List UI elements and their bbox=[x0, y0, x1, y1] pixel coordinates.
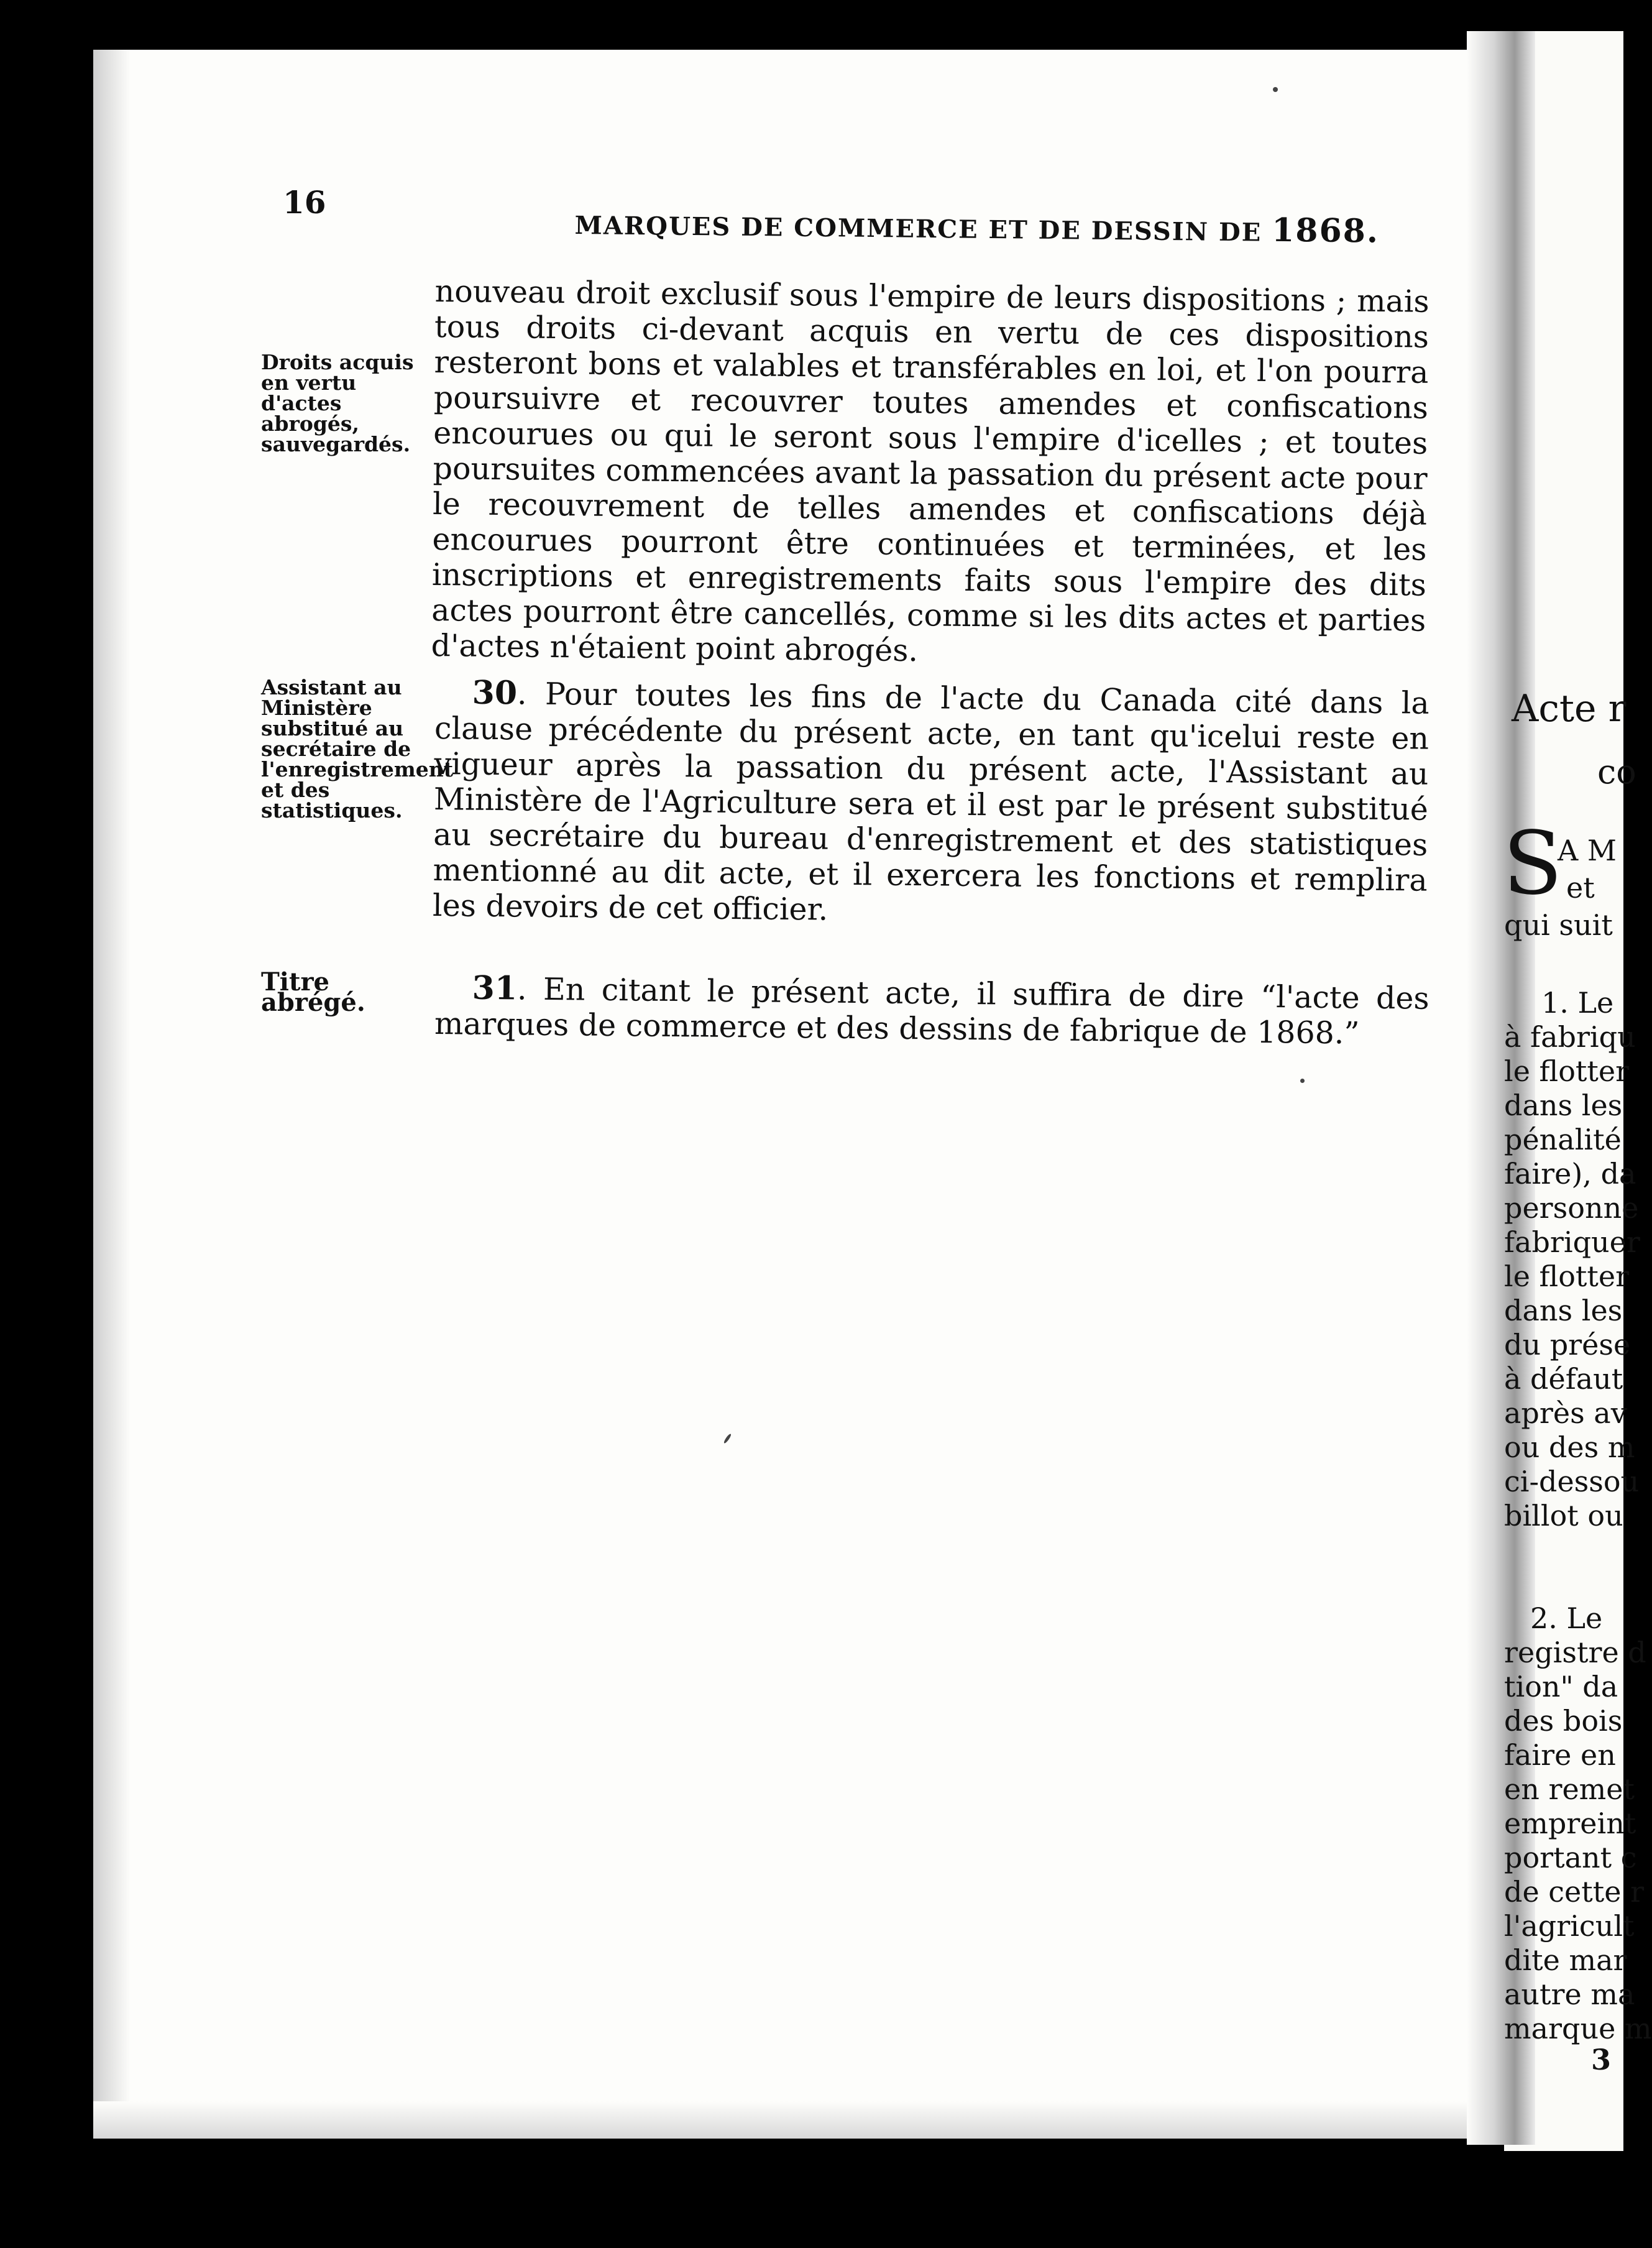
right-page-line: pénalité bbox=[1504, 1123, 1622, 1156]
right-page-line: dite mar bbox=[1504, 1943, 1627, 1977]
right-page-line: qui suit bbox=[1504, 908, 1613, 942]
right-page-line: ou des m bbox=[1504, 1430, 1635, 1464]
margin-note-rights: Droits acquis en vertu d'actes abrogés, sauvegardés. bbox=[261, 350, 414, 456]
right-page-line: tion" da bbox=[1504, 1670, 1618, 1703]
right-page-line: autre ma bbox=[1504, 1978, 1635, 2011]
margin-note-title: Titre abrégé. bbox=[261, 967, 365, 1017]
right-page-line: 1. Le bbox=[1541, 986, 1614, 1020]
right-page-line: empreint bbox=[1504, 1807, 1636, 1840]
margin-note-assistant: Assistant au Ministère substitué au secrétaire de l'enregistrement et des statistiques. bbox=[261, 675, 453, 822]
right-page-subtitle: co bbox=[1597, 752, 1636, 791]
right-page-line: de cette r bbox=[1504, 1875, 1645, 1909]
right-page-line: fabriquer bbox=[1504, 1225, 1640, 1259]
right-page-line: portant c bbox=[1504, 1841, 1637, 1874]
right-page-drop-cap: S bbox=[1503, 813, 1563, 914]
paragraph-text: . Pour toutes les fins de l'acte du Canada cité dans la clause précédente du présent acte, en tant qu'icelui reste en vigueur après la passation du présent acte, l'Assistant au Ministère de l'Agriculture sera et il est par le présent substitué au secrétaire du bureau d'enregistrement et des statistiques mentionné au dit acte, et il exercera les fonctions et remplira les devoirs de cet officier. bbox=[432, 676, 1429, 928]
right-page-line: en remet bbox=[1504, 1772, 1635, 1806]
right-page-line: ci-dessou bbox=[1504, 1465, 1640, 1498]
paragraph-31 bbox=[434, 970, 1429, 1052]
right-page-line: et bbox=[1566, 871, 1595, 905]
paragraph-text: . En citant le présent acte, il suffira de dire “l'acte des marques de commerce et des dessins de fabrique de 1868.” bbox=[434, 971, 1429, 1051]
right-page-line: le flotter bbox=[1504, 1260, 1630, 1293]
running-title-year: 1868. bbox=[1271, 211, 1380, 251]
paragraph-text: nouveau droit exclusif sous l'empire de leurs dispositions ; mais tous droits ci-devant acquis en vertu de ces dispositions resteront bons et valables et transférables en loi, et l'on pourra poursuivre et recouvrer toutes amendes et confiscations encourues ou qui le seront sous l'empire d'icelles ; et toutes poursuites commencées avant la passation du présent acte pour le recouvrement de telles amendes et confiscations déjà encourues pourront être continuées et terminées, et les inscriptions et enregistrements faits sous l'empire des dits actes pourront être cancellés, comme si les dits actes et parties d'actes n'étaient point abrogés. bbox=[431, 274, 1429, 669]
right-page-line: registre d bbox=[1504, 1636, 1646, 1669]
right-page-line: à fabriqu bbox=[1504, 1020, 1636, 1054]
right-page-line: personne bbox=[1504, 1191, 1639, 1225]
right-page-title: Acte r bbox=[1512, 687, 1627, 730]
right-page-line: après av bbox=[1504, 1396, 1627, 1430]
running-title-text: MARQUES DE COMMERCE ET DE DESSIN DE bbox=[574, 210, 1262, 247]
right-page-number: 3 bbox=[1591, 2043, 1612, 2076]
scan-speck bbox=[1273, 87, 1278, 92]
right-page-line: 2. Le bbox=[1530, 1601, 1603, 1635]
left-page-edge-shadow bbox=[93, 50, 131, 2139]
right-page-line: dans les bbox=[1504, 1294, 1623, 1327]
right-page-line: le flotter bbox=[1504, 1054, 1630, 1088]
section-number: 31 bbox=[472, 969, 518, 1008]
right-page-line: A M bbox=[1558, 834, 1617, 867]
right-page-line: faire en bbox=[1504, 1738, 1616, 1772]
page-number: 16 bbox=[283, 184, 326, 221]
right-page-line: billot ou bbox=[1504, 1499, 1623, 1532]
section-number: 30 bbox=[472, 673, 518, 712]
right-page-line: dans les bbox=[1504, 1089, 1623, 1122]
paragraph-continuation bbox=[431, 274, 1429, 674]
right-page-line: des bois bbox=[1504, 1704, 1623, 1738]
scan-speck bbox=[1300, 1079, 1305, 1083]
paragraph-30 bbox=[433, 675, 1429, 934]
right-page-line: du prése bbox=[1504, 1328, 1631, 1361]
right-page-line: l'agricult bbox=[1504, 1909, 1635, 1943]
right-page-line: faire), da bbox=[1504, 1157, 1636, 1191]
left-page-bottom-edge bbox=[93, 2101, 1517, 2139]
right-page-line: marque m bbox=[1504, 2012, 1652, 2045]
right-page-line: à défaut bbox=[1504, 1362, 1623, 1396]
